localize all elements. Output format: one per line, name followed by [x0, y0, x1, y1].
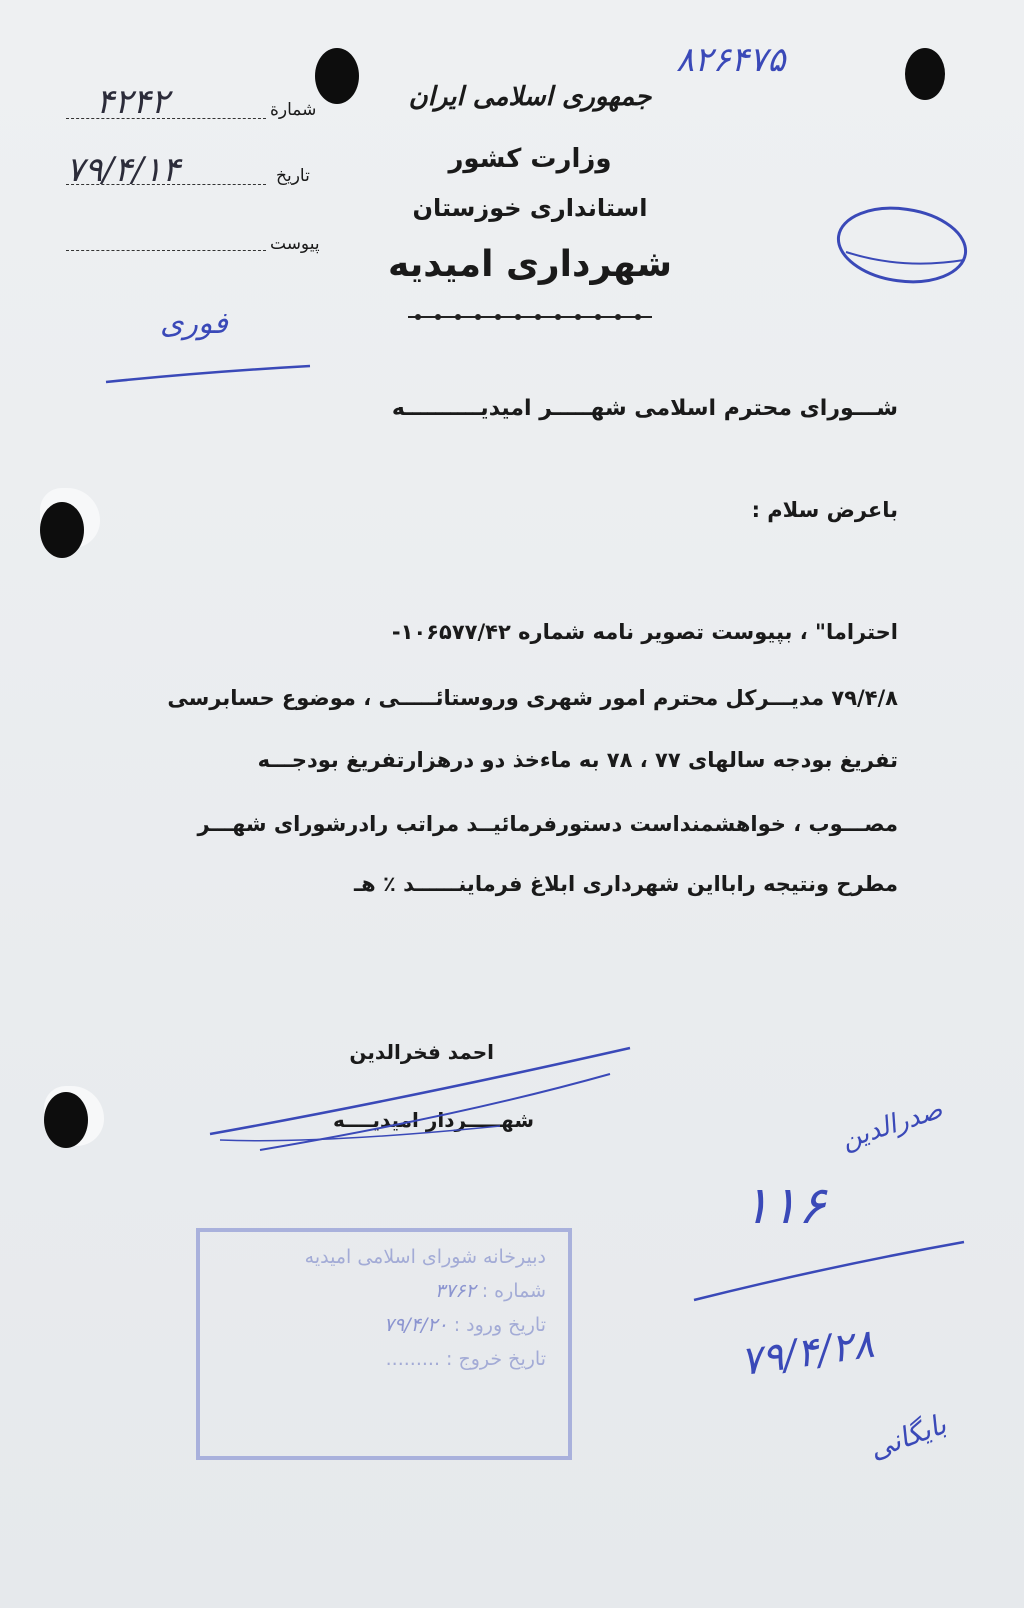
signature-scribble	[200, 1040, 640, 1160]
stamp-title: دبیرخانه شورای اسلامی امیدیه	[304, 1246, 546, 1268]
blue-oval-mark	[832, 200, 972, 290]
stamp-entry-label: تاریخ ورود :	[453, 1314, 546, 1336]
secretariat-stamp	[196, 1228, 572, 1460]
body-line-1: احتراما" ، بپیوست تصویر نامه شماره ۱۰۶۵۷۷/۴۲-	[391, 620, 898, 644]
signer-title: شهـــــردار امیدیــــه	[332, 1108, 534, 1132]
date-label: تاریخ	[276, 166, 310, 186]
body-line-4: مصـــوب ، خواهشمنداست دستورفرمائیــد مراتب رادرشورای شهـــر	[197, 812, 898, 836]
body-line-3: تفریغ بودجه سالهای ۷۷ ، ۷۸ به ماءخذ دو درهزارتفریغ بودجـــه	[257, 748, 898, 772]
stamp-exit-row	[222, 1348, 546, 1370]
stamp-number-value: ۳۷۶۲	[434, 1280, 476, 1302]
body-line-2: ۷۹/۴/۸ مدیـــرکل محترم امور شهری وروستائـــــی ، موضوع حسابرسی	[167, 686, 898, 710]
right-handwritten-note: بایگانی	[864, 1407, 951, 1466]
header-ornament-line	[408, 310, 652, 324]
emblem-line: جمهوری اسلامی ایران	[408, 82, 652, 112]
stamp-exit-label: تاریخ خروج :	[446, 1348, 546, 1370]
right-pen-line	[690, 1236, 970, 1306]
number-handwritten: ۴۲۴۲	[96, 82, 170, 122]
punch-hole-left-low	[44, 1092, 88, 1148]
right-initials: صدرالدین	[837, 1094, 947, 1156]
body-line-5: مطرح ونتیجه رابااین شهرداری ابلاغ فرماینــــــد ٪ هـ	[353, 872, 898, 896]
ministry-title: وزارت کشور	[448, 144, 612, 174]
municipality-title: شهرداری امیدیه	[387, 244, 673, 285]
handwritten-number-116: ۱۱۶	[742, 1176, 826, 1236]
date-handwritten: ۷۹/۴/۱۴	[66, 150, 181, 190]
top-handwritten-code: ۸۲۶۴۷۵	[676, 40, 786, 80]
attachment-line	[66, 250, 266, 251]
stamp-number-row	[222, 1280, 546, 1302]
signer-name: احمد فخرالدین	[349, 1040, 494, 1064]
stamp-number-label: شماره :	[481, 1280, 546, 1302]
stamp-exit-value: .........	[385, 1348, 440, 1370]
right-handwritten-date: ۷۹/۴/۲۸	[737, 1320, 877, 1386]
punch-hole-left-mid	[40, 502, 84, 558]
punch-hole-top-right	[905, 48, 945, 100]
recipient-line: شـــورای محترم اسلامی شهـــــر امیدیــــــــــه	[391, 396, 898, 421]
urgent-underline	[104, 362, 314, 386]
stamp-entry-row	[222, 1314, 546, 1336]
punch-hole-top-left	[315, 48, 359, 104]
urgent-note: فوری	[160, 306, 228, 341]
greeting-line: باعرض سلام :	[751, 498, 898, 522]
attachment-label: پیوست	[270, 234, 320, 254]
governorate-title: استانداری خوزستان	[412, 194, 648, 222]
number-label: شمارة	[270, 100, 317, 120]
stamp-entry-value: ۷۹/۴/۲۰	[383, 1314, 448, 1336]
